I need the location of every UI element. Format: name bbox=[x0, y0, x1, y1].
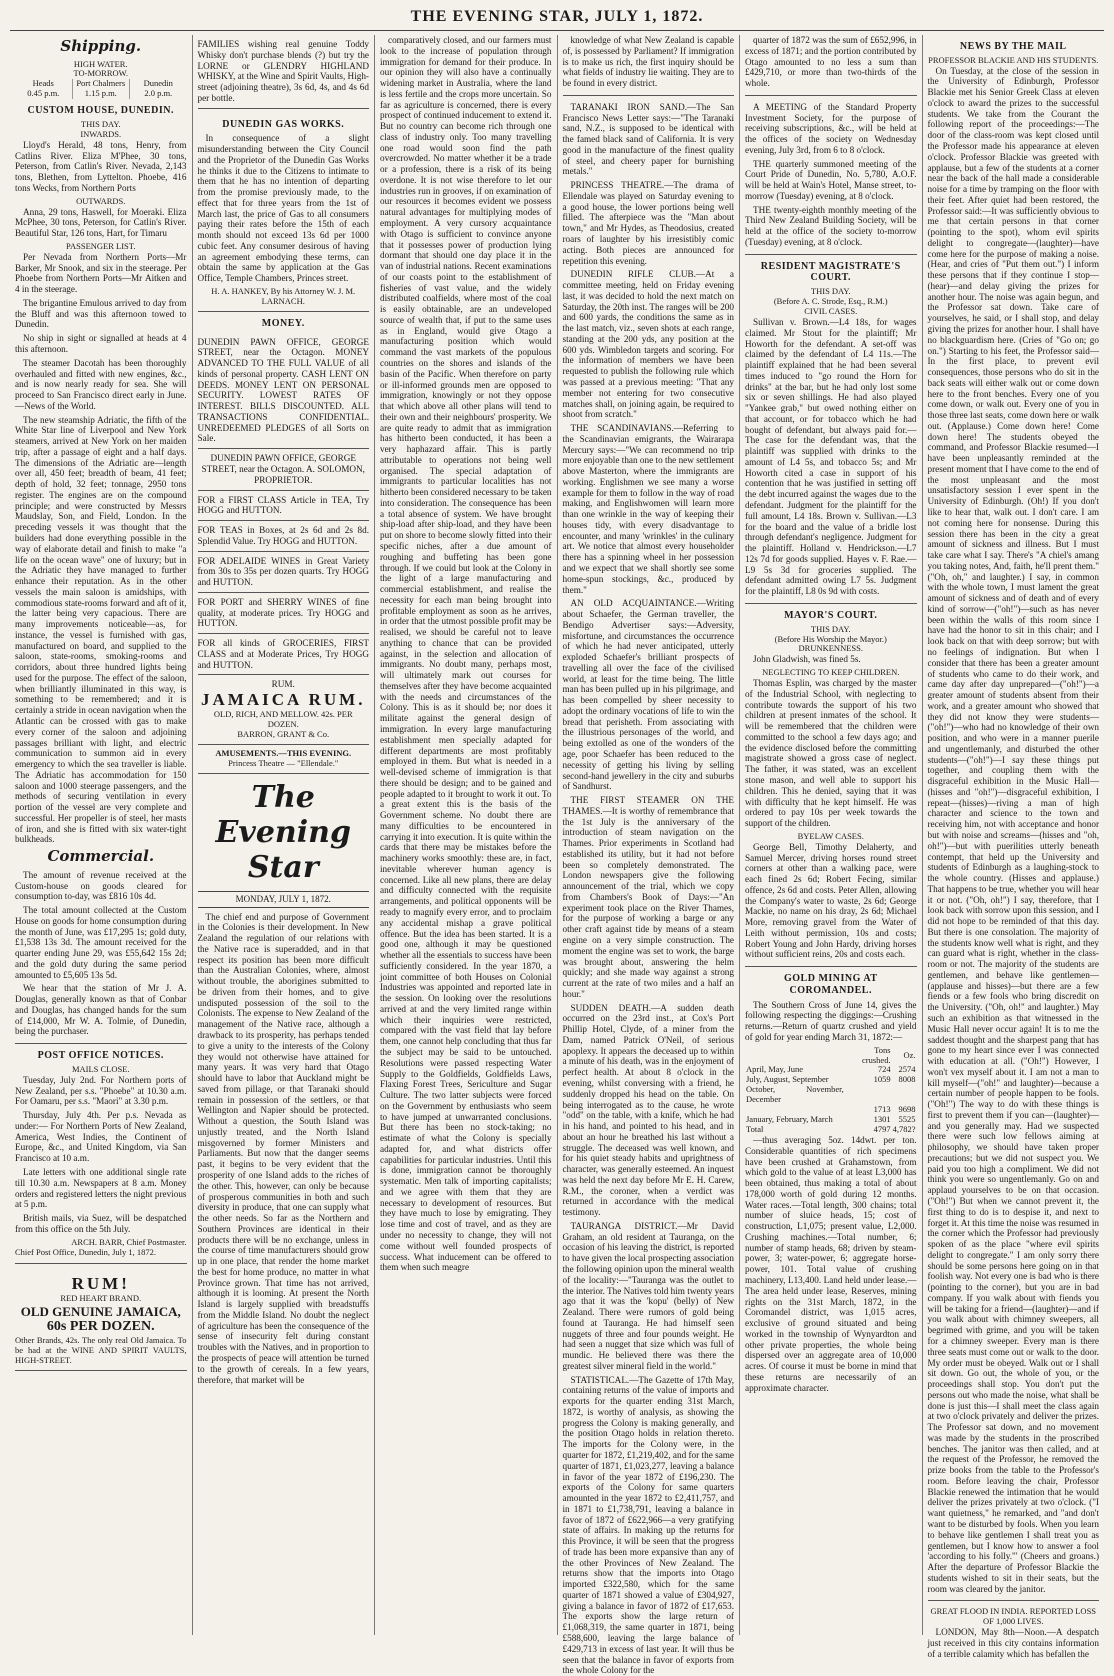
hogg-advert-boxes: FOR TEAS in Boxes, at 2s 6d and 2s 8d. Splendid Value. Try HOGG and HUTTON. bbox=[198, 521, 370, 552]
shipping-para-2: No ship in sight or signalled at heads at 4 this afternoon. bbox=[15, 333, 187, 354]
commercial-heading: Commercial. bbox=[47, 847, 155, 866]
meeting-notice-2: THE quarterly summoned meeting of the Court Pride of Dunedin, No. 5,780, A.O.F. will be held at Wain's Hotel, Manse street, to-morrow (Tuesday) evening, at 8 o'clock. bbox=[745, 158, 917, 201]
money-heading: MONEY. bbox=[261, 317, 305, 329]
passenger-text: Per Nevada from Northern Ports—Mr Barker, Mr Snook, and six in the steerage. Per Phoebe from Northern Ports—Mr Aitken and 4 in the steerage. bbox=[15, 251, 187, 295]
post-signature: ARCH. BARR, Chief Postmaster. bbox=[71, 1236, 187, 1247]
rum-title: RUM! bbox=[71, 1274, 130, 1294]
commercial-para-2: The total amount collected at the Custom House on goods for home consumption during the month of June, was £17,295 1s; gold duty, £1,538 13s 3d. The amount received for the quarter ending June 29, was £55,642 15s 2d; and the gold duty during the same period amounted to £5,605 13s 5d. bbox=[15, 905, 187, 980]
post-para-4: British mails, via Suez, will be despatched from this office on the 5th July. bbox=[15, 1213, 187, 1234]
paper-title: The Evening Star bbox=[215, 779, 351, 885]
inwards-heading: INWARDS. bbox=[80, 128, 122, 139]
drunkenness-text: John Gladwish, was fined 5s. bbox=[753, 654, 861, 665]
post-para-3: Late letters with one additional single rate till 10.30 a.m. Newspapers at 8 a.m. Money orders and registered letters the night previous at 5 p.m. bbox=[15, 1166, 187, 1210]
gold-mining-heading: GOLD MINING AT COROMANDEL. bbox=[784, 973, 878, 996]
rum-price: 60s PER DOZEN. bbox=[46, 1319, 155, 1335]
tauranga-district: TAURANGA DISTRICT.—Mr David Graham, an old resident at Tauranga, on the occasion of his leaving the district, is reported to have given the local prospecting association the following opinion upon the mineral wealth of the locality:—"Tauranga was the outlet to the interior. The Natives told him twenty years ago that it was the 'kopu' (belly) of New Zealand. There were rumors of gold being found at Tauranga. He had himself seen nuggets of three and four pounds weight. He had seen a nugget that size which was full of mundic. He believed there was there the greatest silver mineral field in the world." bbox=[562, 1220, 734, 1371]
divider bbox=[745, 603, 917, 604]
hogg-advert-tea: FOR a FIRST CLASS Article in TEA, Try HOGG and HUTTON. bbox=[198, 491, 370, 522]
rum2-big: JAMAICA RUM. bbox=[201, 690, 366, 710]
post-office-heading: POST OFFICE NOTICES. bbox=[37, 1050, 164, 1062]
whisky-advert: FAMILIES wishing real genuine Toddy Whisky don't purchase blends (?) but try the LORNE or GLENDRY HIGHLAND WHISKY, at the Wine and Spirit Vaults, High-street (adjoining theatre), 3s 6d, 4s, and 4s 6d per bottle. bbox=[198, 35, 370, 109]
rifle-club: DUNEDIN RIFLE CLUB.—At a committee meeting, held on Friday evening last, it was decided to hold the next match on Saturday, the 20th inst. The ranges will be 200 and 600 yards, the conditions the same as in the last match, viz., seven shots at each range, standing at the 200 yds, any position at the 600 yds. Wimbledon targets and scoring. For the information of members we have been requested to publish the following rule which was passed at a previous meeting: "That any member not entering for two consecutive matches shall, on joining again, be required to shoot from scratch." bbox=[562, 269, 734, 420]
customs-day: THIS DAY. bbox=[80, 118, 121, 129]
gas-works-advert bbox=[198, 109, 370, 312]
divider bbox=[563, 95, 735, 96]
gas-works-heading: DUNEDIN GAS WORKS. bbox=[222, 118, 345, 130]
pawn-office-advert-1: DUNEDIN PAWN OFFICE, GEORGE STREET, near the Octagon. MONEY ADVANCED TO THE FULL VALUE of all kinds of personal property. CASH LENT ON DEEDS. MONEY LENT ON PERSONAL SECURITY. LOWEST RATES OF INTEREST. BILLS DISCOUNTED. ALL TRANSACTIONS CONFIDENTIAL. UNREDEEMED PLEDGES of all Sorts on Sale. bbox=[198, 333, 370, 450]
tide-port-chalmers: Port Chalmers 1.15 p.m. bbox=[73, 79, 131, 99]
rum2-title: RUM. bbox=[271, 679, 295, 690]
blackie-text: On Tuesday, at the close of the session in the University of Edinburgh, Professor Blackie met his Senior Greek Class at eleven o'clock to award the prizes to the successful students. We take from the Courant the following report of the proceedings:—The door of the class-room was kept closed until the Professor made his appearance at eleven o'clock. Professor Blackie was greeted with applause, but a few of the students at a corner near the back of the hall made a considerable noise for a time by tramping on the floor with their feet. After quiet had been restored, the Professor said:—It was sufficiently obvious to me that certain persons in that corner (pointing to the spot), whom evil spirits delight to congregate—(laughter)—have come here for the purpose of making a noise. (Hear, and cries of "Put them out.") I inform these persons that if they continue I stop—(hear)—and delay giving the prizes for another hour. The noise was again begun, and the Professor sat down. Take care of yourselves, he said, or I shall stop, and delay giving the prizes for another hour. I shall have no blackguardism here. (Cries of "Go on; go on.") Starting to his feet, the Professor said—In the first place, to prevent evil consequences, those persons who do sit in the back seats will either walk out or come down here to the front benches. Every one of you come down, or walk out. Every one of you in those three last seats, come down here or walk out. (Applause.) Come down here! Come down here! The students obeyed the command, and Professor Blackie resumed—I have been unpleasantly reminded at the present moment that I have come to the end of the most unpleasant and the most unsatisfactory session I ever spent in the University of Edinburgh. (Oh!) If you don't like to hear that, walk out. I don't care. I am not coming here for nonsense. During this session there has been in the city a great amount of sickness and illness. But I must take care what I say. There's "A chiel's amang you taking notes, And, faith, he'll prent them." ("Oh, oh," and laughter.) I say, in common with the whole town, I must lament the great amount of sickness and of death and of every kind of sorrow—("oh!")—such as has never been within the walls of this room since I have had the honor to sit in this chair; and I look back on that with deep sorrow; but with no feelings of indignation. But when I consider that there has been a greater amount of students who came to do their work, and came day after day unprepared—("oh!")—a greater amount of students absent from their work, and a greater amount who showed that they did not know they were students—("oh!")—who had no knowledge of their own position, and who were in a manner puerile and ungentlemanly, and disturbed the other students—("oh!")—I say these things put together, and coupling them with the disgraceful exhibition in the Music Hall—(hisses and "oh!")—disgraceful exhibition, I repeat—(hisses)—riving a man of high character and science to the town and receiving him, not with acceptance and honor but with noise and screams—(hisses and "oh, oh!")—but with puerilities utterly beneath contempt, that held up the University and students of Edinburgh as a laughing-stock to the whole country. (Hisses and applause.) That happens to be true, whether you will hear it or not. ("Oh, oh!") I say, therefore, that I look back with sorrow upon this session, and I did not hope to be reminded of that this day. But there is one consolation. The majority of the students know well what is right, and they can guard what is right, whether in the class-room or not. The majority of the students are gentlemen, and behave like gentlemen—(applause and hisses)—but there are a few fiends or a few fools who bring discredit on the University. ("Oh, oh!" and laughter.) May such an exhibition as that witnessed in the Music Hall never occur again! It is to me the saddest thought and the sharpest pang that has gone to my heart since ever I was connected with education at all. ("Oh!") However, I won't vex myself about it. I am not a man to kill myself—("oh!" and laughter)—because a certain number of people happen to be fools. ("Oh!") The way to do with these things is first to prevent them if you can—(laughter)—and you generally may. Had we suspected there were such low fellows aiming at philosophy, we should have taken proper precautions; but we did not suspect you. We paid you too high a compliment. We did not think you were so ungentlemanly. Go on and applaud yourselves to be on that occasion. ("Oh!") But when we cannot prevent it, the first thing to do is to despise it, and next to forget it. At this time the noise was resumed in the corner which the Professor had previously spoken of as the place "where evil spirits delight to congregate." I am only sorry there should be some persons here going on in that foolish way. Not every one is bad who is there (pointing to the corner), but you are in bad company. If you walk about with fiends you will be taking for a friend—(laughter)—and if you walk about with chimney sweepers, all begrimed with grime, and you will be taken for a chimney sweeper. Every man is there three seats must come out or walk to the door. My order must be obeyed. Walk out or I shall sit down. Go out, the whole of you, or the proceedings shall stop. You don't put the persons out who made the noise, what shall be done is just this—I shall meet the class again at two o'clock privately and deliver the prizes. The Professor sat down, and no movement was made by the students in the proscribed benches. The janitor was then called, and at the request of the Professor, he removed the prize books from the table to the Professor's room. Before leaving the chair, Professor Blackie renewed the intimation that he would deliver the prizes privately at two o'clock. ("I want quietness," he remarked, and "and don't want to be disturbed by fools. When you learn to behave like gentlemen I shall treat you as gentlemen, but I know how to answer a fool 'according to his folly.'" (Cheers and groans.) After the departure of Professor Blackie the students wished to sit in their seats, but the room was cleared by the janitor. bbox=[927, 65, 1099, 1594]
mayors-court-before: (Before His Worship the Mayor.) bbox=[774, 633, 887, 644]
column-4 bbox=[558, 35, 741, 1676]
flood-heading: GREAT FLOOD IN INDIA. REPORTED LOSS OF 1,000 LIVES. bbox=[930, 1606, 1097, 1627]
gas-works-signature: H. A. HANKEY, By his Attorney W. J. M. LARNACH. bbox=[211, 286, 356, 306]
divider bbox=[15, 1263, 187, 1264]
mayors-court-heading: MAYOR'S COURT. bbox=[784, 609, 878, 621]
commercial-para-1: The amount of revenue received at the Custom-house on goods cleared for consumption to-day, was £816 10s 4d. bbox=[15, 869, 187, 902]
divider bbox=[745, 254, 917, 255]
drunkenness-heading: DRUNKENNESS. bbox=[798, 643, 863, 654]
mails-close-label: MAILS CLOSE. bbox=[71, 1063, 130, 1074]
passenger-heading: PASSENGER LIST. bbox=[66, 240, 136, 251]
hogg-advert-adelaide: FOR ADELAIDE WINES in Great Variety from 30s to 35s per dozen quarts. Try HOGG and HUTTON. bbox=[198, 552, 370, 593]
flood-text: LONDON, May 8th—Noon.—A despatch just received in this city contains information of a terrible calamity which has befallen the bbox=[927, 1627, 1099, 1659]
masthead: THE EVENING STAR, JULY 1, 1872. bbox=[10, 6, 1104, 31]
rum-text: Other Brands, 42s. The only real Old Jamaica. To be had at the WINE AND SPIRIT VAULTS, HIGH-STREET. bbox=[15, 1334, 187, 1365]
rum-brand: RED HEART BRAND. bbox=[60, 1293, 142, 1304]
civil-cases-text: Sullivan v. Brown.—L4 18s, for wages claimed. Mr Stout for the plaintiff; Mr Howorth for the defendant. A set-off was claimed by the defendant of L4 11s.—The plaintiff explained that he had been several times induced to "go round the Horn for drinks" at the bar, but he had only lost some six or seven shillings. He had also played "Yankee grab," but owed nothing either on that account, or for tobacco which he had bought of defendant, but always paid for.—The case for the defendant was, that the plaintiff was supplied with drinks to the amount of L4 5s, and tobacco 5s; and Mr Howorth cited a case in support of his contention that he was justified in setting off the debt incurred against the wages due to the defendant. Judgment for the plaintiff for the full amount, L4 18s. Brown v. Sullivan.—L3 for the board and the value of a bridle lost through defendant's negligence. Judgment for the plaintiff. Holland v. Hendrickson.—L7 12s 7d for goods supplied. Hayes v. F. Rae.—L9 5s 3d for groceries supplied. The defendant admitted owing L7 5s. Judgment for the plaintiff, L8 0s 9d with costs. bbox=[745, 316, 917, 597]
column-3 bbox=[375, 35, 558, 1635]
meeting-notice-3: THE twenty-eighth monthly meeting of the Third New Zealand Building Society, will be held at the office of the society to-morrow (Tuesday) evening, at 8 o'clock. bbox=[745, 204, 917, 248]
inwards-text: Lloyd's Herald, 48 tons, Henry, from Catlins River. Eliza M'Phee, 30 tons, Peterson, from Catlin's River. Nevada, 2,143 tons, Blethen, from Lyttelton. Phoebe, 416 tons Wecks, from Northern Ports bbox=[15, 139, 187, 193]
tide-table bbox=[15, 79, 187, 99]
table-row: Tons crushed. Oz. bbox=[862, 1044, 916, 1065]
divider bbox=[745, 95, 917, 96]
shipping-heading: Shipping. bbox=[60, 37, 142, 55]
tide-heads: Heads 0.45 p.m. bbox=[15, 79, 73, 99]
editorial-end: knowledge of what New Zealand is capable of, is possessed by Parliament? If immigration is to make us rich, the first inquiry should be what fields of industry lie waiting. They are to be found in every district. bbox=[562, 35, 734, 89]
post-para-1: Tuesday, July 2nd. For Northern ports of New Zealand, per s.s. "Phoebe" at 10.30 a.m. For Oamaru, per s.s. "Maori" at 3.30 p.m. bbox=[15, 1074, 187, 1107]
jamaica-rum-advert bbox=[198, 675, 370, 744]
gold-returns-table bbox=[745, 1046, 917, 1135]
civil-cases-heading: CIVIL CASES. bbox=[804, 306, 858, 317]
shipping-para-3: The steamer Dacotah has been thoroughly overhauled and fitted with new engines, &c., and is now nearly ready for sea. She will proceed to San Francisco direct early in June.—News of the World. bbox=[15, 357, 187, 411]
hogg-advert-port: FOR PORT and SHERRY WINES of fine quality, at moderate prices. Try HOGG and HUTTON. bbox=[198, 593, 370, 634]
table-row: April, May, June 724 2574 bbox=[746, 1064, 916, 1075]
customs-heading: CUSTOM HOUSE, DUNEDIN. bbox=[27, 105, 174, 117]
outwards-heading: OUTWARDS. bbox=[76, 195, 126, 206]
sudden-death: SUDDEN DEATH.—A sudden death occurred on the 23rd inst., at Cox's Port Phillip Hotel, Clyde, of a miner from the Dam, named Patrick O'Neil, of serious apoplexy. It appears the deceased up to within a minute of his death, was in the enjoyment of perfect health. At about 8 o'clock in the evening, whilst conversing with a friend, he suddenly dropped his head on the table. On being interrogated as to the cause, he wrote "odd" on the table, with a knife, which he had in his hand, and pointed to his head, and in about an hour he breathed his last without a struggle. The deceased was well known, and for his quiet steady habits and uprightness of character, was generally esteemed. An inquest was held the next day before Mr E. H. Carew, R.M., the coroner, when a verdict was returned in accordance with the medical testimony. bbox=[562, 1002, 734, 1218]
gold-text: —thus averaging 5oz. 14dwt. per ton. Considerable quantities of rich specimens have been crushed at Grahamstown, from which gold to the value of at least L3,000 has been obtained, thus making a total of about 178,000 worth of gold during 12 months. Water races.—Total length, 300 chains; total number of sluice heads, 15; cost of construction, L1,075; present value, L2,000. Crushing machines.—Total number, 6; number of stamp heads, 68; driven by steam-power, 3; water-power, 6; aggregate horse-power, 101. Total value of crushing machinery, L13,400. Land held under lease.—The area held under lease, Reserves, mining rights on the 31st March, 1872, in the Coromandel district, was 1,015 acres, exclusive of ground situated and being worked in the township of Wynyardton and other private properties, the whole being dispersed over an aggregate area of 10,000 acres. Of course it must be borne in mind that these returns are necessarily of an approximate character. bbox=[745, 1135, 917, 1393]
divider bbox=[928, 1600, 1100, 1601]
shipping-para-4: The new steamship Adriatic, the fifth of the White Star line of Liverpool and New York steamers, arrived at New York on her maiden trip, after a passage of eight and a half days. The dimensions of the Adriatic are—length over all, 450 feet; breadth of beam, 41 feet; depth of hold, 32 feet; tonnage, 2950 tons register. The engines are on the compound principle; and were constructed by Messrs Maudslay, Son, and Field, London. In the preceding vessels it was thought that the builders had done everything possible in the way of elaborate detail and finish to make "a life on the ocean wave" one of luxury; but in the Adriatic they have managed to further enhance their reputation. As in the other vessels the main saloon is amidships, with commodious state-rooms forward and aft of it, the latter being very capacious. There are many improvements noticeable—as, for instance, the vessel is furnished with gas, manufactured on board, and supplied to the saloon, state-rooms, smoking-rooms and corridors, about three hundred lights being used for the purpose. The effect of the saloon, when brilliantly illuminated in this way, is something to be remembered; and it is certainly a stride in ocean navigation when the Atlantic can be crossed with gas to make every corner of the saloon and adjoining passages brilliant with light, and electric communication to summon aid in every emergency to which the sea traveller is liable. The Adriatic has accommodation for 150 saloon and 1000 steerage passengers, and the methods of securing ventilation in every portion of the vessel are very complete and successful. Her propeller is of steel, her masts of iron, and she is fitted with six water-tight bulkheads. bbox=[15, 414, 187, 845]
divider bbox=[745, 966, 917, 967]
table-row: Total 4797 4,782? bbox=[746, 1124, 916, 1135]
statistical-end: quarter of 1872 was the sum of £652,996, in excess of 1871; and the portion contributed by Otago amounted to no less a sum than £429,710, or more than two-thirds of the whole. bbox=[745, 35, 917, 89]
neglect-text: Thomas Esplin, was charged by the master of the Industrial School, with neglecting to contribute towards the support of his two children at present inmates of the school. It will be remembered that the children were committed to the school a few days ago; and the evidence disclosed before the committing magistrate showed a gross case of neglect. The father, it was stated, was an excellent stone mason, and well able to support his children. This he denied, saying that it was with difficulty that he kept himself. He was ordered to pay 10s per week towards the support of the children. bbox=[745, 678, 917, 829]
divider bbox=[15, 1043, 187, 1044]
amusements-text: Princess Theatre — "Ellendale." bbox=[228, 757, 339, 768]
old-acquaintance: AN OLD ACQUAINTANCE.—Writing about Schaefer, the German traveller, the Bendigo Advertiser says:—Adversity, misfortune, and circumstances the occurrence of which he had never anticipated, utterly exploded Schaefer's brilliant prospects of travelling all over the face of the civilised world, at least for the time being. The little man has been pulled up in his pilgrimage, and has been compelled by sheer necessity to adopt the ordinary vocations of life to win the bread that perisheth. From associating with the illustrious personages of the world, and being extolled as one of the wonders of the age, poor Schaefer has been reduced to the necessity of getting his living by selling second-hand jewellery in the city and suburbs of Sandhurst. bbox=[562, 598, 734, 792]
court-before: (Before A. C. Strode, Esq., R.M.) bbox=[773, 296, 888, 307]
rum-advert bbox=[15, 1270, 187, 1370]
columns bbox=[10, 35, 1104, 1676]
first-steamer: THE FIRST STEAMER ON THE THAMES.—It is worthy of remembrance that the 1st July is the anniversary of the introduction of steam navigation on the Thames. Prior experiments in Scotland had established its utility, but it had not before been so completely demonstrated. The London newspapers give the following announcement of the trial, which we copy from Chambers's Book of Days:—"An experiment took place on the River Thames, for the purpose of working a barge or any other craft against tide by means of a steam engine on a very simple construction. The moment the engine was set to work, the barge was brought about, answering the helm quickly; and she made way against a strong current at the rate of two miles and a half an hour." bbox=[562, 795, 734, 999]
tomorrow-label: TO-MORROW. bbox=[73, 68, 129, 79]
scandinavians: THE SCANDINAVIANS.—Referring to the Scandinavian emigrants, the Wairarapa Mercury says:—"We can recommend no trip more enjoyable than one to the new settlement above Masterton, where the immigrants are working. Englishmen we see many a worse example for them to follow in the way of road making, and Englishwomen will learn more than one wrinkle in the way of keeping their houses tidy, with every disadvantage to encounter, and many 'wrinkles' in the culinary art. We notice that almost every householder there has a spinning wheel in her possession and we expect that we shall shortly see some home-spun stockings, &c., produced by them." bbox=[562, 423, 734, 595]
shipping-para-1: The brigantine Emulous arrived to day from the Bluff and was this afternoon towed to Dunedin. bbox=[15, 297, 187, 330]
commercial-para-3: We hear that the station of Mr J. A. Douglas, generally known as that of Conbar and Douglas, has changed hands for the sum of £14,000, Mr W. A. Tolmie, of Dunedin, being the purchaser. bbox=[15, 983, 187, 1037]
bylaw-heading: BYELAW CASES. bbox=[797, 830, 864, 841]
court-day: THIS DAY. bbox=[810, 286, 851, 297]
post-para-2: Thursday, July 4th. Per p.s. Nevada as under:— For Northern Ports of New Zealand, America, West Indies, the Continent of Europe, &c., and United Kingdom, via San Francisco at 10 a.m. bbox=[15, 1110, 187, 1164]
taranaki-iron-sand: TARANAKI IRON SAND.—The San Francisco News Letter says:—"The Taranaki sand, N.Z., is supposed to be identical with the famed black sand of California. It is very good in the manufacture of the finest quality of steel, and cheery paper for burnishing metals." bbox=[562, 101, 734, 177]
tide-dunedin: Dunedin 2.0 p.m. bbox=[143, 78, 173, 99]
table-row: 1713 9698 bbox=[873, 1104, 916, 1115]
blackie-subheading: PROFESSOR BLACKIE AND HIS STUDENTS. bbox=[928, 54, 1099, 65]
column-5 bbox=[740, 35, 923, 1635]
high-water-label: HIGH WATER. bbox=[73, 58, 128, 69]
princess-theatre: PRINCESS THEATRE.—The drama of Ellendale was played on Saturday evening to a good house, the lower portions being well filled. The afterpiece was the "Man about town," and Mr Hydes, as Theodosius, created roars of laughter by his irresistibly comic acting. Both pieces are announced for repetition this evening. bbox=[562, 180, 734, 266]
column-6 bbox=[923, 35, 1105, 1659]
rum2-firm: BARRON, GRANT & Co. bbox=[237, 728, 330, 739]
meeting-notice-1: A MEETING of the Standard Property Investment Society, for the purpose of receiving subscriptions, &c., will be held at the offices of the society on Wednesday evening, July 3rd, from 6 to 8 o'clock. bbox=[745, 101, 917, 155]
table-row: July, August, September 1059 8008 bbox=[746, 1074, 916, 1085]
column-1 bbox=[10, 35, 193, 1635]
neglect-heading: NEGLECTING TO KEEP CHILDREN. bbox=[762, 667, 900, 678]
paper-date: MONDAY, JULY 1, 1872. bbox=[198, 891, 370, 908]
outwards-text: Anna, 29 tons, Haswell, for Moeraki. Eliza McPhee, 30 tons, Peterson, for Catlin's River. Beautiful Star, 126 tons, Hart, for Timaru bbox=[15, 206, 187, 239]
rum-old: OLD GENUINE JAMAICA, bbox=[20, 1304, 181, 1320]
table-row: October, November, December bbox=[746, 1084, 844, 1105]
post-place: Chief Post Office, Dunedin, July 1, 1872. bbox=[15, 1246, 157, 1257]
table-row: January, February, March 1301 5525 bbox=[746, 1114, 916, 1125]
rum2-sub: OLD, RICH, AND MELLOW. 42s. PER DOZEN. bbox=[213, 709, 353, 730]
bylaw-text: George Bell, Timothy Delaherty, and Samuel Mercer, driving horses round street corners at other than a walking pace, were each fined 2s 6d; Robert Fecing, similar offence, 2s 6d and costs. Peter Allen, allowing the Company's water to waste, 2s 6d; George Mackie, no name on his dray, 2s 6d; Michael More, removing gravel from the Water of Leith without permission, 10s and costs; Robert Young and John Hardy, driving horses without sufficient reins, 20s and costs each. bbox=[745, 841, 917, 960]
editorial-text: The chief end and purpose of Government in the Colonies is their development. In New Zealand the regulation of our relations with the Native race is superadded, and in that respect its position has been more difficult than the Australian Colonies, where, almost without trouble, the aborigines submitted to be driven from their homes, and to give undisputed possession of the soil to the Colonists. The expense to New Zealand of the management of the Native race, although a drawback to its prosperity, has perhaps tended to give a unity to the interests of the Colony they would not otherwise have attained for many years. It was very hard that Otago should have to labor that Auckland might be saved from pillage, or that Taranaki should remain in possession of the settlers, or that Wellington and Napier should be protected. Without a question, the South Island was unjustly treated, and the North Island misgoverned by former Ministers and Parliaments. But now that the danger seems past, it begins to be very evident that the prosperity of one Island adds to the riches of the other. This, however, can only be because of prosperous communities in both and such diversity in produce, that one can supply what the other needs. So far as the Northern and Southern Provinces are identical in their products there will be no exchange, unless in the course of time manufacturers should grow up in one place, that render the home market the best for home produce, no matter in what Province grown. That time has not arrived, although it is looming. At present the North Island is largely supplied with breadstuffs from the Middle Island. No doubt the neglect of agriculture has been the consequence of the sense of insecurity felt during constant troubles with the Natives, and in proportion to the prospects of peace will attention be turned to the growth of cereals. In a few years, therefore, that market will be bbox=[197, 911, 369, 1385]
amusements-heading: AMUSEMENTS.—THIS EVENING. bbox=[215, 747, 352, 758]
gas-works-text: In consequence of a slight misunderstanding between the City Council and the Proprietor of the Dunedin Gas Works he thinks it due to the Citizens to intimate to them that he has no intention of departing from the promise previously made, to the effect that for three years from the 1st of March last, the price of Gas to all consumers paying their rates before the 15th of each month should not exceed 13s 6d per 1000 cubic feet. Any consumer desirous of having an agreement embodying these terms, can obtain the same by application at the Gas Office, Temple Chambers, Princes street. bbox=[197, 133, 369, 284]
gold-intro: The Southern Cross of June 14, gives the following respecting the diggings:—Crushing returns.—Return of quartz crushed and yield of gold for year ending March 31, 1872:— bbox=[745, 999, 917, 1042]
column-2 bbox=[193, 35, 376, 1635]
statistical: STATISTICAL.—The Gazette of 17th May, containing returns of the value of imports and exports for the quarter ending 31st March, 1872, is worthy of analysis, as showing the progress the Colony is making generally, and the position Otago holds in relation thereto. The imports for the Colony were, in the quarter for 1872, £1,219,402, and for the same quarter of 1871, £1,023,277, leaving a balance in favor of the year 1872 of £196,230. The exports of the Colony for same quarters amounted in the year 1872 to £2,411,757, and in 1871 to £1,738,791, leaving a balance in favor of 1872 of £622,966—a very gratifying state of affairs. In making up the returns for this Province, it will be seen that the progress of trade has been more expansive than any of the other Provinces of New Zealand. The returns show that the imports into Otago imported £322,580, which for the same quarter of 1871 showed a value of £304,927, giving a balance in favor of 1872 of £17,653. The exports show the large return of £1,068,319, the same quarter in 1871, being £588,600, leaving the large balance of £429,713 in excess of last year. It will thus be seen that the balance in favor of exports from the whole Colony for the bbox=[562, 1374, 734, 1676]
mayors-court-day: THIS DAY. bbox=[810, 623, 851, 634]
amusements-advert bbox=[198, 745, 370, 774]
news-by-mail-heading: NEWS BY THE MAIL bbox=[959, 41, 1067, 52]
hogg-advert-groceries: FOR all kinds of GROCERIES, FIRST CLASS and at Moderate Prices, Try HOGG and HUTTON. bbox=[198, 634, 370, 675]
editorial-continued: comparatively closed, and our farmers must look to the increase of population through immigration for demand for their produce. In our opinion they will also have a continually widening market in Australia, where the land is less fertile and the crops more uncertain. So far as agriculture is concerned, there is every prospect of continued inducement to extend it. But no country can become rich through one class of industry only. Too many travelling one road would soon find the path overcrowded. No matter whether it be a trade or a profession, there is a risk of its being overdone. It is not wise therefore to let our industries run in grooves, if on examination of our resources it becomes evident we possess natural advantages for multiplying modes of employment. A very cursory acquaintance with Otago is sufficient to convince anyone that it possesses power of production lying dormant that should one day place it in the van of industrial nations. Recent examinations of our coasts point to the establishment of fisheries of vast value, and the widely distributed coalfields, where most of the coal is easily obtainable, are an undeveloped source of wealth that, if put to the same uses as in England, would give Otago a manufacturing position which would command the vast markets of the populous countries on the shores and islands of the basin of the Pacific. When therefore on party or ill-informed grounds men are opposed to immigration, knowingly or not they oppose that which above all other plans will tend to their own and their neighbours' prosperity. We are quite ready to admit that as immigration has hitherto been conducted, it has been a very haphazard affair. This is partly attributable to operations not being well organised. The special adaptation of immigrants to particular localities has not hitherto been considered necessary to be taken into consideration. The consequence has been a total absence of system. We have brought ship-load after ship-load, and they have been put on shore to become slowly fitted into their specific niches, after a due amount of roughing and buffeting has been gone through. If we could but look at the Colony in the light of a large manufacturing and commercial establishment, and realise the necessity for each man being brought into profitable employment as soon as he arrives, in order that the utmost possible profit may be realised, we should be careful not to leave anything to chance that can be provided against, in the selection and allocation of immigrants. No doubt many, perhaps most, will ultimately mark out courses for themselves after they have become acquainted with the needs and circumstances of the Colony. This is as it should be; nor does it militate against the general design of immigration. In every large manufacturing establishment men specially adapted for different departments are most profitably employed in them. But what is needed in a well-devised scheme of immigration is that there should be design; and to be gained and people adapted to it brought to work it out. To a great extent this is the basis of the Government scheme. No doubt there are many difficulties to be encountered in carrying it into execution. It is quite within the cards that there may be mistakes before the machinery works smoothly: these are, in fact, inevitable wherever human agency is concerned. Like all new plans, there are delay and difficulty connected with the requisite arrangements, and political opponents will be ready to magnify every error, and to proclaim any accidental mishap a grave political offence. But the idea has been started. It is a good one, although it may be questioned whether all the essentials to success have been sufficiently considered. In the year 1870, a joint committee of both Houses on Colonial Industries was appointed and reported late in the session. On looking over the resolutions arrived at and the very limited range within which their inquiries were restricted, compared with the vast field that lay before them, one cannot help concluding that thus far the subject may be said to be untouched. Resolutions were passed respecting Water Supply to the Goldfields, Goldfields Laws, Flaxing Forest Trees, Sericulture and Sugar Culture. The two latter subjects were forced on the Government by enthusiasts who seem to have jumped at unwarranted conclusions. But there has been no stock-taking; no estimate of what the Colony is specially adapted for, and what districts offer capabilities for particular industries. Until this is done, immigration cannot be thoroughly systematic. Men talk of importing capitalists; and we agree with them that they are necessary to development of resources. But they have much to lose by emigrating. They lose time and cost of travel, and as they are under no necessity to change, they will not come without well founded prospects of success. What inducement can be offered to them when such meagre bbox=[380, 35, 552, 1273]
magistrate-court-heading: RESIDENT MAGISTRATE'S COURT. bbox=[760, 260, 901, 284]
pawn-office-advert-2: DUNEDIN PAWN OFFICE, GEORGE STREET, near the Octagon. A. SOLOMON, PROPRIETOR. bbox=[198, 449, 370, 490]
